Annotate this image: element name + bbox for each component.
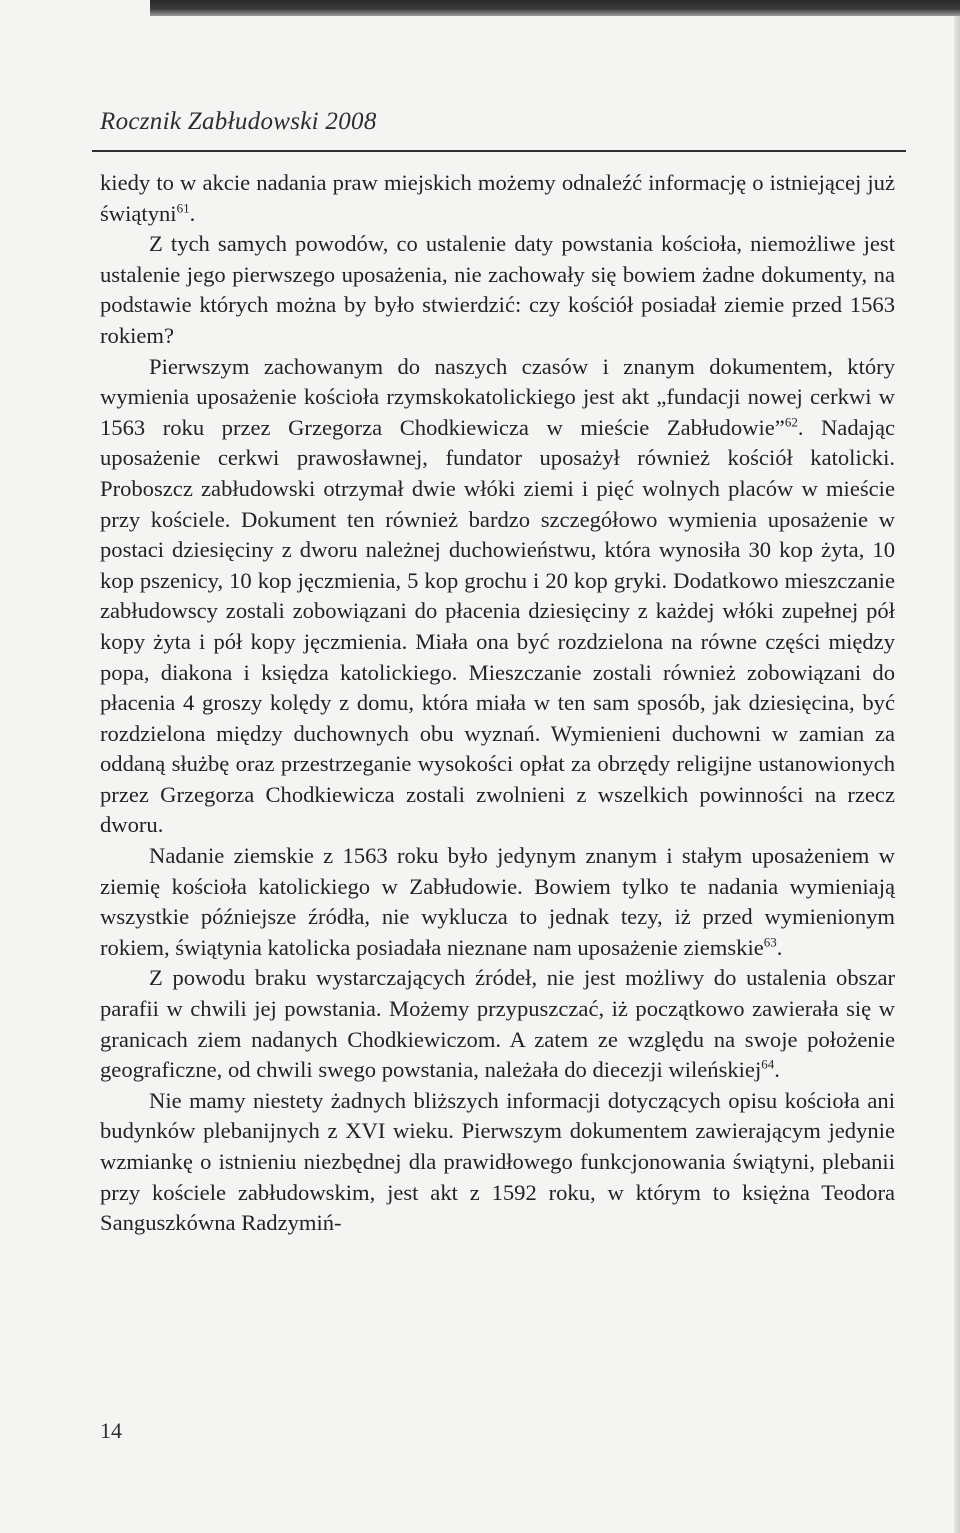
scan-edge-shadow (150, 0, 960, 16)
paragraph-text: Pierwszym zachowanym do naszych czasów i znanym dokumentem, który wymienia uposażenie kościoła rzymskokatolickiego jest akt „fundacji nowej cerkwi w 1563 roku przez Grzegorza Chodkiewicza w mieście Zabłudowie” (100, 353, 895, 440)
body-paragraph (100, 168, 895, 229)
body-paragraph (100, 1086, 895, 1239)
body-paragraph (100, 229, 895, 351)
footnote-marker: 64 (761, 1056, 775, 1072)
body-paragraph (100, 963, 895, 1085)
paragraph-text: . (776, 934, 783, 960)
page-body (100, 168, 895, 1239)
running-header: Rocznik Zabłudowski 2008 (100, 108, 377, 135)
paragraph-text: Z tych samych powodów, co ustalenie daty powstania kościoła, niemożliwe jest ustalenie jego pierwszego uposażenia, nie zachowały się bowiem żadne dokumenty, na podstawie których można by było stwierdzić: czy kościół posiadał ziemie przed 1563 rokiem? (100, 231, 895, 348)
paragraph-text: . (189, 200, 196, 226)
footnote-marker: 61 (176, 200, 190, 216)
paragraph-text: kiedy to w akcie nadania praw miejskich możemy odnaleźć informację o istniejącej już świątyni (100, 170, 895, 226)
paragraph-text: Z powodu braku wystarczających źródeł, nie jest możliwy do ustalenia obszar parafii w chwili jej powstania. Możemy przypuszczać, iż początkowo zawierała się w granicach ziem nadanych Chodkiewiczom. A zatem ze względu na swoje położenie geograficzne, od chwili swego powstania, należała do diecezji wileńskiej (100, 965, 895, 1083)
body-paragraph (100, 352, 895, 842)
paragraph-text: . (774, 1057, 780, 1083)
header-rule (92, 150, 906, 152)
paragraph-text: Nie mamy niestety żadnych bliższych informacji dotyczących opisu kościoła ani budynków plebanijnych z XVI wieku. Pierwszym dokumentem zawierającym jedynie wzmiankę o istnieniu niezbędnej dla prawidłowego funkcjonowania świątyni, plebanii przy kościele zabłudowskim, jest akt z 1592 roku, w którym to księżna Teodora Sanguszkówna Radzymiń- (100, 1087, 895, 1236)
paragraph-text: Nadanie ziemskie z 1563 roku było jedynym znanym i stałym uposażeniem w ziemię kościoła katolickiego w Zabłudowie. Bowiem tylko te nadania wymieniają wszystkie późniejsze źródła, nie wyklucza to jednak tezy, iż przed wymienionym rokiem, świątynia katolicka posiadała nieznane nam uposażenie ziemskie (100, 843, 895, 960)
body-paragraph (100, 841, 895, 963)
scan-page-edge (954, 16, 960, 1533)
footnote-marker: 62 (784, 414, 798, 430)
paragraph-text: . Nadając uposażenie cerkwi prawosławnej, fundator uposażył również kościół katolicki. Proboszcz zabłudowski otrzymał dwie włóki ziemi i pięć wolnych placów w mieście przy kościele. Dokument ten również bardzo szczegółowo wymienia uposażenie w postaci dziesięciny z dworu należnej duchowieństwu, która wynosiła 30 kop żyta, 10 kop pszenicy, 10 kop jęczmienia, 5 kop grochu i 20 kop gryki. Dodatkowo mieszczanie zabłudowscy zostali zobowiązani do płacenia dziesięciny z każdej włóki zupełnej pół kopy żyta i pół kopy jęczmienia. Miała ona być rozdzielona na równe części między popa, diakona i księdza katolickiego. Mieszczanie zostali również zobowiązani do płacenia 4 groszy kolędy z domu, która miała w ten sam sposób, jak dziesięcina, być rozdzielona między duchownych obu wyznań. Wymienieni duchowni w zamian za oddaną służbę oraz przestrzeganie wysokości opłat za obrzędy religijne ustanowionych przez Grzegorza Chodkiewicza zostali zwolnieni z wszelkich powinności na rzecz dworu. (100, 414, 895, 838)
page-number: 14 (100, 1418, 122, 1443)
footnote-marker: 63 (763, 934, 777, 950)
